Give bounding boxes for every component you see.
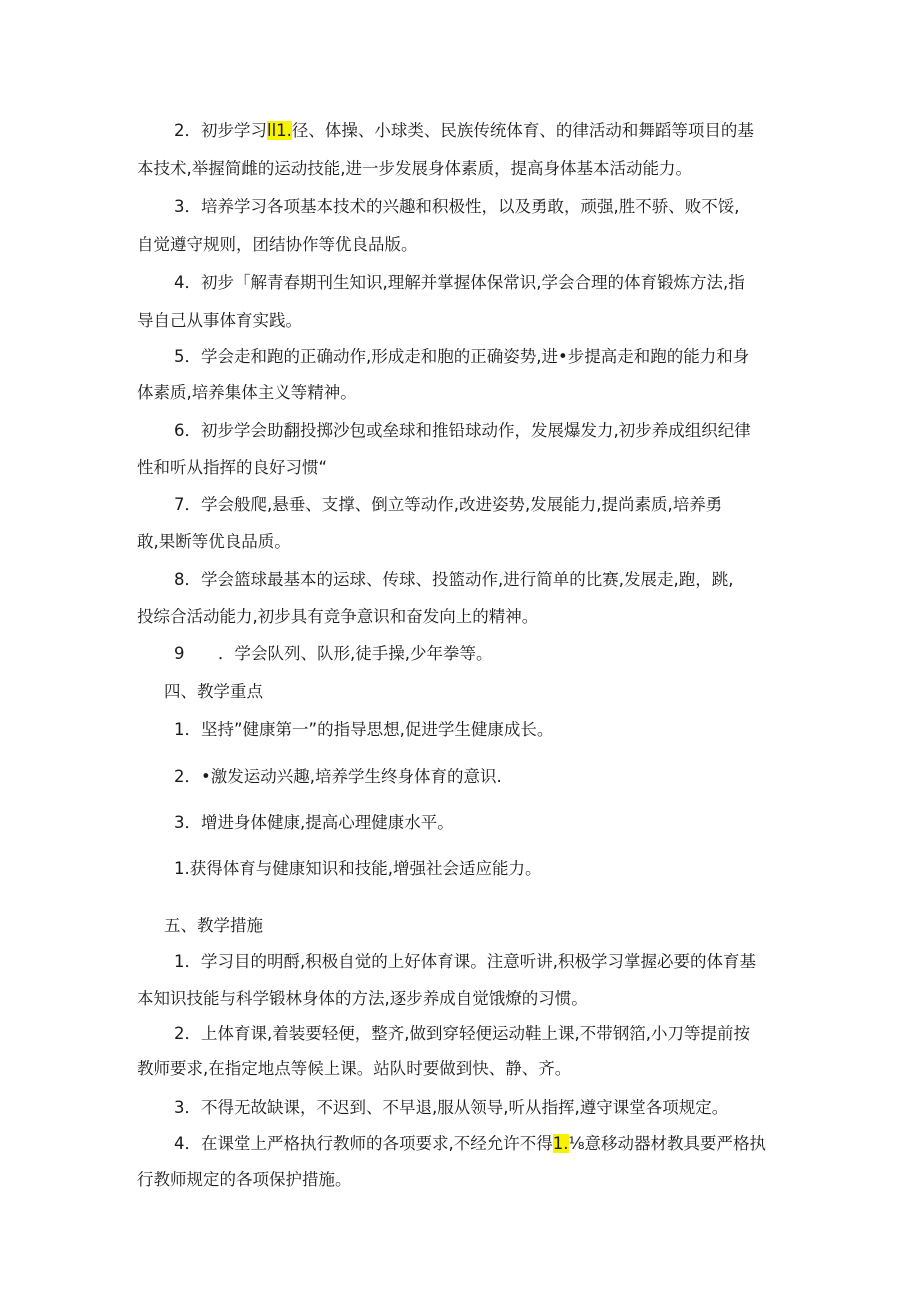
item-number: 6 (174, 421, 185, 440)
highlight-mark: ll1. (267, 121, 292, 140)
item-2-line-2: 本技术,举握简雌的运动技能,进一步发展身体素质，提高身体基本活动能力。 (137, 159, 692, 178)
item-text: ⅛意移动器材教具要严格执 (568, 1134, 766, 1153)
section-4-point-2 (174, 769, 502, 786)
item-3-line-2: 自觉遵守规则，团结协作等优良品版。 (137, 235, 418, 254)
item-9-line-1 (174, 646, 493, 663)
item-number: 2 (174, 1024, 185, 1043)
item-text: ．坚持”健康第一”的指导思想,促进学生健康成长。 (184, 720, 554, 739)
item-8-line-2: 投综合活动能力,初步具有竞争意识和奋发向上的精神。 (137, 607, 539, 626)
item-6-line-1 (174, 423, 751, 440)
item-number: 8 (174, 570, 185, 589)
section-4-point-1 (174, 722, 553, 739)
item-6-line-2: 性和听从指挥的良好习惯“ (137, 458, 328, 477)
section-4-heading: 四、教学重点 (164, 682, 263, 701)
item-text: ．初步「解青春期刊生知识,理解并掌握体保常识,学会合理的体育锻炼方法,指 (184, 273, 745, 292)
item-text: ．学会队列、队形,徒手操,少年拳等。 (218, 644, 493, 663)
item-text: ．培养学习各项基本技术的兴趣和积极性，以及勇敢，顽强,胜不骄、败不馁, (184, 197, 740, 216)
section-4-extra: 1.获得体育与健康知识和技能,增强社会适应能力。 (174, 859, 542, 878)
item-number: 3 (174, 1098, 185, 1117)
item-number: 2 (174, 767, 185, 786)
item-4-line-2: 导自己从事体育实践。 (137, 311, 302, 330)
section-5-point-1-line-2: 本知识技能与科学锻林身体的方法,逐步养成自觉饿燎的习惯。 (137, 989, 588, 1008)
item-number: 4 (174, 1134, 185, 1153)
item-5-line-2: 体素质,培养集体主义等精神。 (137, 383, 357, 402)
section-5-point-4-line-2: 行教师规定的各项保护措施。 (137, 1170, 352, 1189)
item-number: 1 (174, 952, 185, 971)
item-number: 3 (174, 197, 185, 216)
section-5-point-2-line-1 (174, 1026, 750, 1043)
item-text: ．学习目的明酹,积极自觉的上好体育课。注意听讲,积极学习掌握必要的体育基 (184, 952, 756, 971)
item-2-line-1 (174, 123, 754, 140)
item-5-line-1 (174, 349, 749, 366)
section-5-point-3 (174, 1100, 728, 1117)
item-8-line-1 (174, 572, 733, 589)
section-5-point-1-line-1 (174, 954, 756, 971)
item-7-line-1 (174, 497, 722, 514)
section-5-point-2-line-2: 教师要求,在指定地点等候上课。站队时要做到快、静、齐。 (137, 1059, 572, 1078)
highlight-mark: 1. (552, 1134, 569, 1153)
item-text: ．不得无故缺课，不迟到、不早退,服从领导,听从指挥,遵守课堂各项规定。 (184, 1098, 729, 1117)
item-text: ．上体育课,着装要轻便，整齐,做到穿轻便运动鞋上课,不带钢箔,小刀等提前按 (184, 1024, 750, 1043)
section-5-heading: 五、教学措施 (164, 916, 263, 935)
item-text: ．学会走和跑的正确动作,形成走和胞的正确姿势,进•步提高走和跑的能力和身 (184, 347, 750, 366)
item-number: 9 (174, 644, 185, 663)
item-number: 3 (174, 813, 185, 832)
item-text: 径、体操、小球类、民族传统体育、的律活动和舞蹈等项目的基 (291, 121, 754, 140)
item-text: ．初步学会助翻投掷沙包或垒球和推铅球动作，发展爆发力,初步养成组织纪律 (184, 421, 751, 440)
item-number: 5 (174, 347, 185, 366)
item-text: ．•激发运动兴趣,培养学生终身体育的意识. (184, 767, 502, 786)
item-number: 1 (174, 720, 185, 739)
item-number: 4 (174, 273, 185, 292)
item-text: ．在课堂上严格执行教师的各项要求,不经允许不得 (184, 1134, 553, 1153)
item-4-line-1 (174, 275, 745, 292)
item-text: ．增进身体健康,提高心理健康水平。 (184, 813, 454, 832)
item-text: ．学会篮球最基本的运球、传球、投篮动作,进行简单的比赛,发展走,跑，跳, (184, 570, 734, 589)
item-number: 7 (174, 495, 185, 514)
section-4-point-3 (174, 815, 454, 832)
item-7-line-2: 敢,果断等优良品质。 (137, 532, 291, 551)
section-5-point-4-line-1 (174, 1136, 766, 1153)
item-3-line-1 (174, 199, 740, 216)
item-text: ．学会般爬,悬垂、支撑、倒立等动作,改进姿势,发展能力,提尚素质,培养勇 (184, 495, 723, 514)
item-text: ．初步学习 (184, 121, 267, 140)
item-number: 2 (174, 121, 185, 140)
